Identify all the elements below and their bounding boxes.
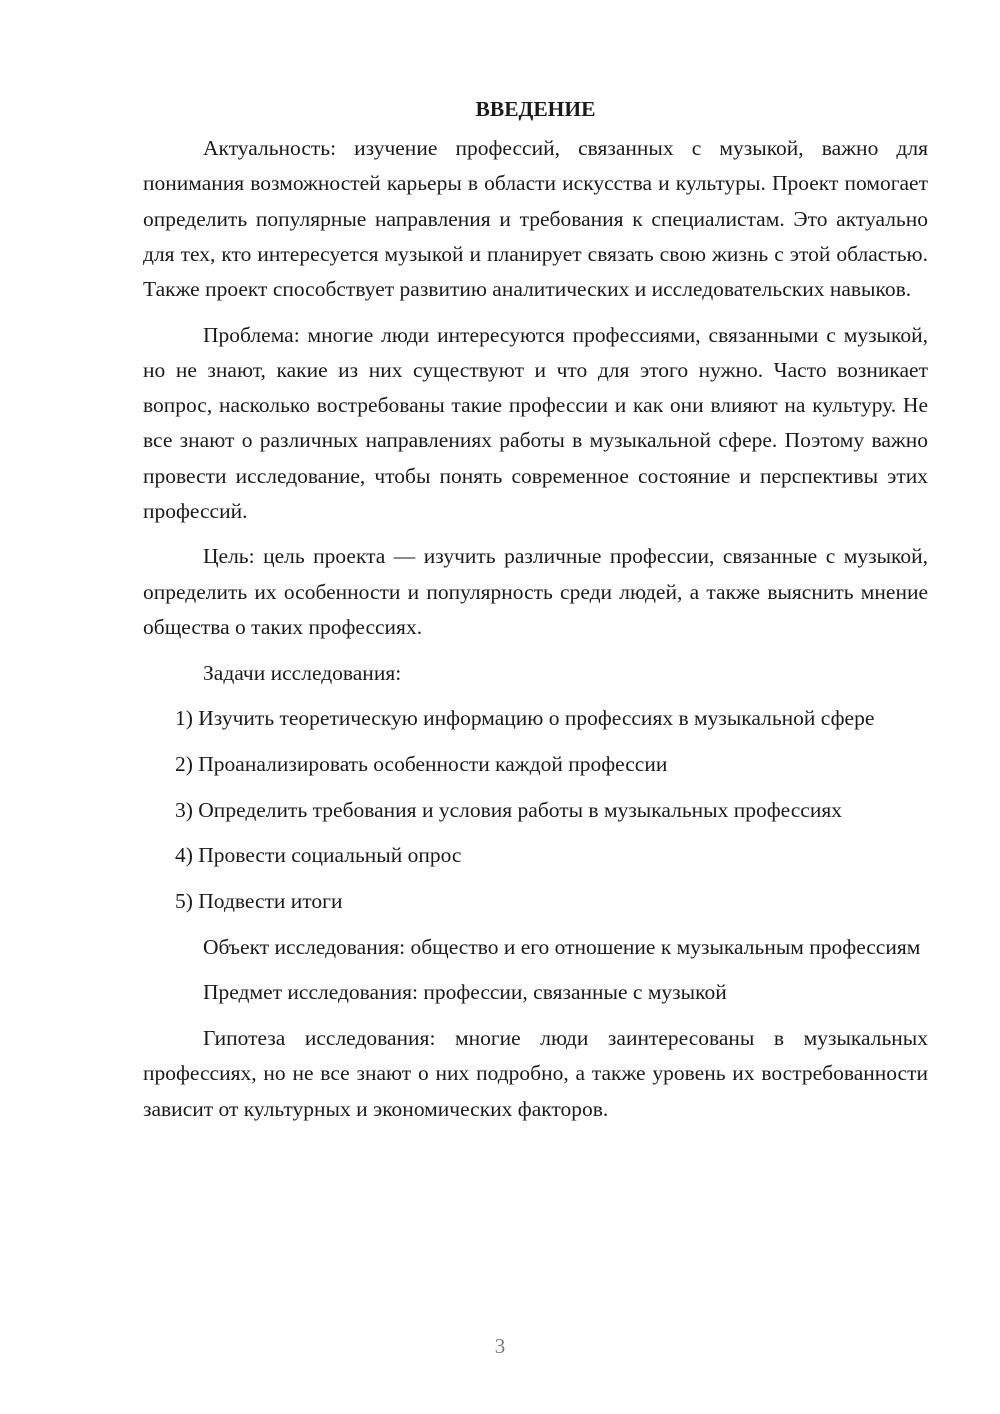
- task-item-2: 2) Проанализировать особенности каждой профессии: [175, 751, 668, 776]
- page-title: ВВЕДЕНИЕ: [475, 97, 596, 121]
- task-item-3: 3) Определить требования и условия работы в музыкальных профессиях: [175, 797, 842, 822]
- relevance-paragraph: Актуальность: изучение профессий, связанных с музыкой, важно для понимания возможностей карьеры в области искусства и культуры. Проект помогает определить популярные направления и требования к специалистам. Это актуально для тех, кто интересуется музыкой и планирует связать свою жизнь с этой областью. Также проект способствует развитию аналитических и исследовательских навыков.: [143, 136, 928, 302]
- task-item-1: 1) Изучить теоретическую информацию о профессиях в музыкальной сфере: [175, 706, 875, 731]
- page-number: 3: [494, 1334, 506, 1358]
- object-paragraph: Объект исследования: общество и его отношение к музыкальным профессиям: [203, 934, 921, 959]
- document-page: [143, 92, 928, 1137]
- subject-paragraph: Предмет исследования: профессии, связанные с музыкой: [203, 980, 727, 1005]
- problem-paragraph: Проблема: многие люди интересуются профессиями, связанными с музыкой, но не знают, какие из них существуют и что для этого нужно. Часто возникает вопрос, насколько востребованы такие профессии и как они влияют на культуру. Не все знают о различных направлениях работы в музыкальной сфере. Поэтому важно провести исследование, чтобы понять современное состояние и перспективы этих профессий.: [143, 322, 928, 523]
- task-item-4: 4) Провести социальный опрос: [175, 843, 462, 868]
- hypothesis-paragraph: Гипотеза исследования: многие люди заинтересованы в музыкальных профессиях, но не все знают о них подробно, а также уровень их востребованности зависит от культурных и экономических факторов.: [143, 1026, 928, 1121]
- tasks-heading: Задачи исследования:: [203, 660, 402, 685]
- goal-paragraph: Цель: цель проекта — изучить различные профессии, связанные с музыкой, определить их особенности и популярность среди людей, а также выяснить мнение общества о таких профессиях.: [143, 544, 928, 639]
- task-item-5: 5) Подвести итоги: [175, 889, 343, 914]
